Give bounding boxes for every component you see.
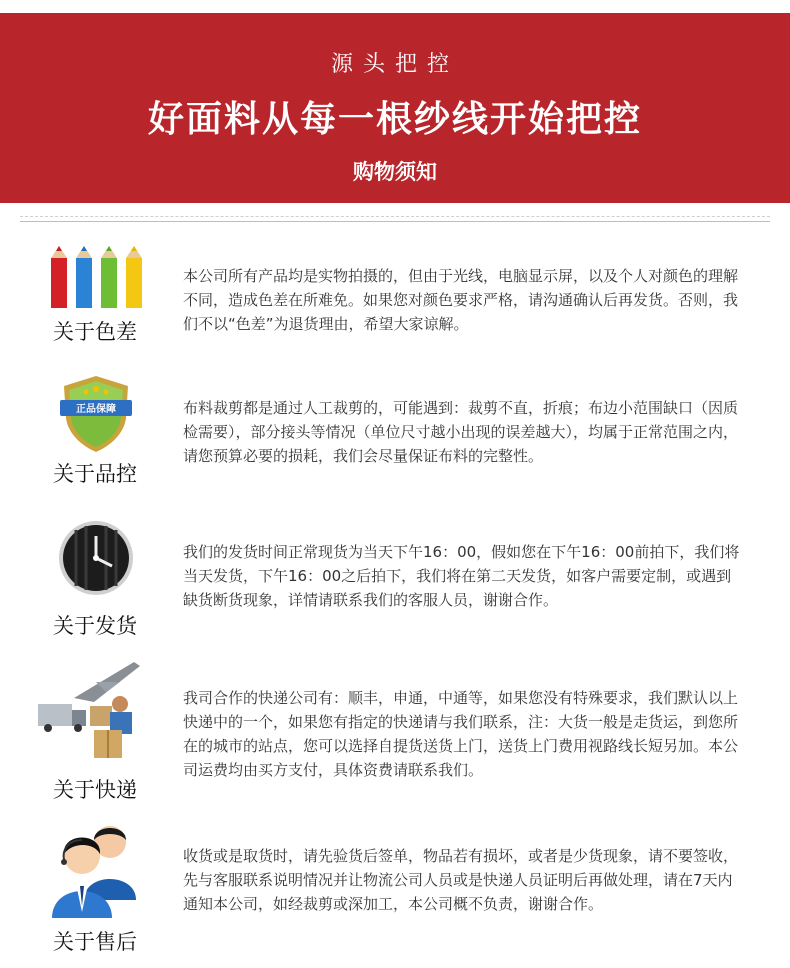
section-after-sales: [20, 818, 770, 958]
divider-line: [20, 221, 770, 222]
clock-icon: [56, 516, 138, 598]
section-color-difference: [20, 244, 770, 354]
section-label: 关于色差: [53, 320, 137, 344]
section-label: 关于售后: [53, 930, 137, 954]
shipping-icon: [34, 658, 146, 762]
section-text: 收货或是取货时，请先验货后签单，物品若有损坏，或者是少货现象，请不要签收，先与客服联系说明情况并让物流公司人员或是快递人员证明后再做处理，请在7天内通知本公司，如经裁剪或深加工，本公司概不负责，谢谢合作。: [183, 847, 739, 913]
banner-subtitle: 源头把控: [330, 52, 459, 77]
section-text: 本公司所有产品均是实物拍摄的，但由于光线，电脑显示屏，以及个人对颜色的理解不同，造成色差在所难免。如果您对颜色要求严格，请沟通确认后再发货。否则，我们不以“色差”为退货理由，希望大家谅解。: [183, 267, 739, 333]
section-shipping: [20, 514, 770, 644]
divider-dashed: [20, 216, 770, 217]
section-text: 我司合作的快递公司有：顺丰，申通，中通等，如果您没有特殊要求，我们默认以上快递中的一个，如果您有指定的快递请与我们联系，注：大货一般是走货运，到您所在的城市的站点，您可以选择自提货送货上门，送货上门费用视路线长短另加。本公司运费均由买方支付，具体资费请联系我们。: [183, 689, 739, 779]
quality-shield-icon: [58, 374, 134, 454]
colored-pencils-icon: [48, 244, 148, 314]
section-label: 关于发货: [53, 614, 137, 638]
section-label: 关于快递: [53, 778, 137, 802]
banner-title: 好面料从每一根纱线开始把控: [147, 99, 642, 140]
quality-badge-text: 正品保障: [76, 404, 116, 415]
section-label: 关于品控: [53, 462, 137, 486]
header-banner: [0, 13, 790, 203]
banner-notice: 购物须知: [353, 160, 437, 184]
section-quality-control: [20, 372, 770, 492]
customer-service-icon: [48, 820, 146, 920]
section-text: 我们的发货时间正常现货为当天下午16：00，假如您在下午16：00前拍下，我们将当天发货，下午16：00之后拍下，我们将在第二天发货，如客户需要定制，或遇到缺货断货现象，详情请联系我们的客服人员，谢谢合作。: [183, 543, 740, 609]
section-express: [20, 656, 770, 806]
section-text: 布料裁剪都是通过人工裁剪的，可能遇到：裁剪不直，折痕；布边小范围缺口（因质检需要），部分接头等情况（单位尺寸越小出现的误差越大），均属于正常范围之内，请您预算必要的损耗，我们会尽量保证布料的完整性。: [183, 399, 739, 465]
